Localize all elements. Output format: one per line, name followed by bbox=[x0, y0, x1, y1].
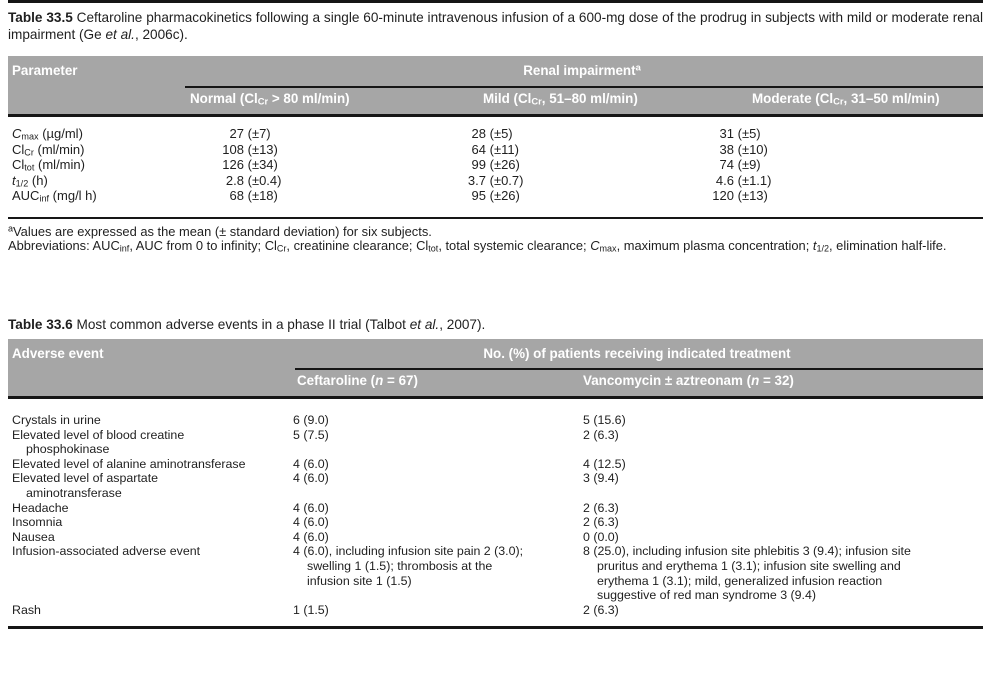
count-cell: 2 (6.3) bbox=[583, 602, 619, 617]
column-header-parameter: Parameter bbox=[12, 63, 78, 78]
top-divider bbox=[8, 0, 983, 3]
count-cell: 2 (6.3) bbox=[583, 427, 619, 442]
table-33-6-body bbox=[8, 399, 983, 626]
group-header-renal-impairment: Renal impairment$^a$ bbox=[523, 62, 641, 78]
column-header-moderate: Moderate ($Cl_{Cr}$, 31–50 ml/min) bbox=[752, 91, 940, 107]
param-cell: $C_{max}$ (µg/ml) bbox=[12, 126, 83, 142]
event-cell: Crystals in urine bbox=[12, 413, 101, 428]
value-cell: 38 (±10) bbox=[719, 141, 768, 157]
value-cell: 74 (±9) bbox=[719, 157, 761, 172]
value-cell: 99 (±26) bbox=[471, 157, 520, 172]
table-row bbox=[8, 142, 983, 158]
value-cell: 31 (±5) bbox=[719, 126, 761, 141]
column-header-normal: Normal ($Cl_{Cr} > 80$ ml/min) bbox=[190, 91, 350, 107]
count-cell: 0 (0.0) bbox=[583, 529, 619, 544]
table-33-5-caption: Table 33.5 Ceftaroline pharmacokinetics following a single 60-minute intravenous infusion of a 600-mg dose of the prodrug in subjects with mild or moderate renal impairment (Ge et al., 2006c). bbox=[8, 10, 983, 42]
table-row bbox=[8, 544, 983, 602]
table-33-5-footnotes bbox=[8, 219, 983, 255]
event-cell: Elevated level of alanine aminotransferase bbox=[12, 456, 246, 471]
event-cell: Insomnia bbox=[12, 515, 63, 530]
table-33-6 bbox=[8, 316, 983, 629]
count-cell: 5 (7.5) bbox=[293, 427, 329, 442]
table-row bbox=[8, 471, 983, 500]
table-row bbox=[8, 157, 983, 173]
value-cell: 2.8 (±0.4) bbox=[225, 172, 282, 188]
table-row bbox=[8, 457, 983, 472]
event-cell: Headache bbox=[12, 500, 69, 515]
column-header-ceftaroline: Ceftaroline (n = 67) bbox=[297, 373, 418, 389]
count-cell: 4 (6.0), including infusion site pain 2 (3.0); swelling 1 (1.5); thrombosis at the infusion site 1 (1.5) bbox=[293, 544, 524, 588]
table-row bbox=[8, 603, 983, 618]
count-cell: 5 (15.6) bbox=[583, 413, 626, 428]
group-header-divider bbox=[185, 86, 983, 88]
table-row bbox=[8, 173, 983, 189]
value-cell: 120 (±13) bbox=[712, 188, 768, 203]
table-row bbox=[8, 126, 983, 142]
footnote: Abbreviations: $AUC_{inf}$, AUC from 0 to infinity; $Cl_{Cr}$, creatinine clearance; $Cl_{tot}$, total systemic clearance; $C_{max}$, maximum plasma concentration; $t_{1/2}$, elimination half-life. bbox=[8, 238, 947, 254]
event-cell: Rash bbox=[12, 602, 41, 617]
event-cell: Infusion-associated adverse event bbox=[12, 544, 201, 559]
table-row bbox=[8, 188, 983, 204]
column-header-mild: Mild ($Cl_{Cr}$, 51–80 ml/min) bbox=[483, 91, 638, 107]
group-header-divider bbox=[295, 368, 983, 370]
count-cell: 1 (1.5) bbox=[293, 602, 329, 617]
value-cell: 68 (±18) bbox=[229, 188, 278, 203]
table-33-5-header bbox=[8, 56, 983, 114]
value-cell: 4.6 (±1.1) bbox=[715, 172, 772, 188]
value-cell: 3.7 (±0.7) bbox=[467, 172, 524, 188]
table-33-6-caption: Table 33.6 Most common adverse events in a phase II trial (Talbot et al., 2007). bbox=[8, 317, 486, 333]
table-row bbox=[8, 428, 983, 457]
table-bottom-divider bbox=[8, 626, 983, 629]
param-cell: $Cl_{Cr}$ (ml/min) bbox=[12, 141, 85, 158]
event-cell: Elevated level of blood creatine phosphokinase bbox=[12, 427, 185, 457]
count-cell: 4 (6.0) bbox=[293, 456, 329, 471]
count-cell: 6 (9.0) bbox=[293, 413, 329, 428]
count-cell: 4 (6.0) bbox=[293, 515, 329, 530]
param-cell: $AUC_{inf}$ (mg/l h) bbox=[12, 188, 97, 204]
value-cell: 108 (±13) bbox=[222, 141, 278, 157]
footnote: $^a$Values are expressed as the mean (± standard deviation) for six subjects. bbox=[8, 223, 432, 239]
table-row bbox=[8, 413, 983, 428]
table-33-6-header bbox=[8, 339, 983, 396]
table-33-5 bbox=[8, 9, 983, 254]
count-cell: 8 (25.0), including infusion site phlebitis 3 (9.4); infusion site pruritus and erythema 1 (3.1); infusion site swelling and erythema 1 (3.1); mild, generalized infusion reaction suggestive of red man syndrome 3 (9.4) bbox=[583, 544, 911, 603]
count-cell: 3 (9.4) bbox=[583, 471, 619, 486]
count-cell: 2 (6.3) bbox=[583, 500, 619, 515]
table-row bbox=[8, 530, 983, 545]
column-header-adverse-event: Adverse event bbox=[12, 346, 104, 362]
column-header-vancomycin: Vancomycin ± aztreonam (n = 32) bbox=[583, 373, 794, 389]
count-cell: 4 (6.0) bbox=[293, 500, 329, 515]
table-row bbox=[8, 501, 983, 516]
value-cell: 64 (±11) bbox=[471, 141, 519, 157]
value-cell: 27 (±7) bbox=[229, 126, 271, 141]
value-cell: 95 (±26) bbox=[471, 188, 520, 203]
count-cell: 4 (6.0) bbox=[293, 471, 329, 486]
group-header-patients: No. (%) of patients receiving indicated treatment bbox=[483, 346, 791, 362]
param-cell: $t_{1/2}$ (h) bbox=[12, 172, 48, 189]
count-cell: 2 (6.3) bbox=[583, 515, 619, 530]
event-cell: Elevated level of aspartate aminotransferase bbox=[12, 471, 159, 501]
table-row bbox=[8, 515, 983, 530]
count-cell: 4 (12.5) bbox=[583, 456, 626, 471]
param-cell: $Cl_{tot}$ (ml/min) bbox=[12, 157, 85, 173]
event-cell: Nausea bbox=[12, 529, 55, 544]
count-cell: 4 (6.0) bbox=[293, 529, 329, 544]
value-cell: 126 (±34) bbox=[222, 157, 278, 172]
table-33-5-body bbox=[8, 117, 983, 217]
value-cell: 28 (±5) bbox=[471, 126, 513, 141]
